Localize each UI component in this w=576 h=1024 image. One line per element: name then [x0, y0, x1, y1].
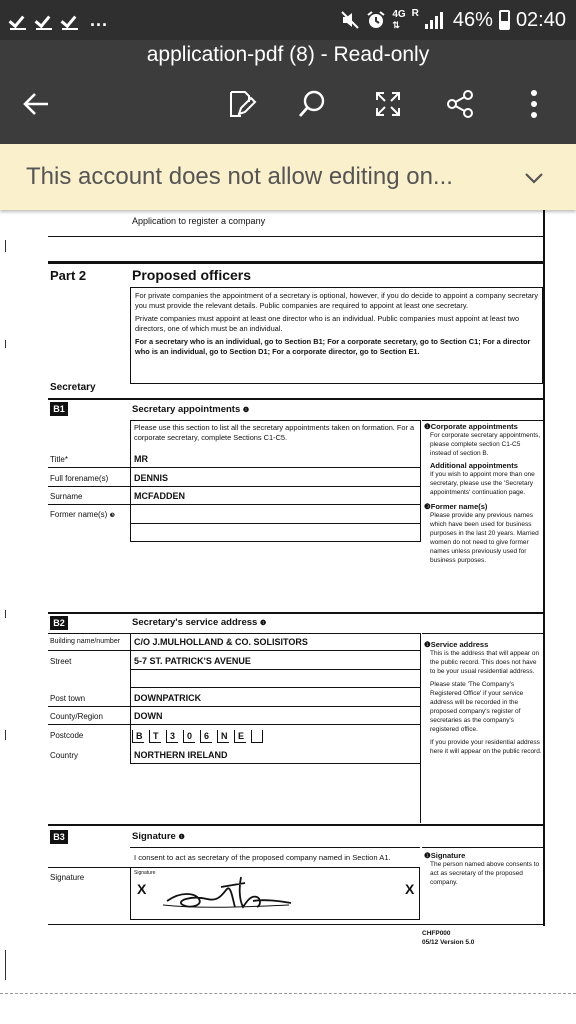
- banner-message: This account does not allow editing on...: [26, 163, 453, 190]
- section-badge: B2: [50, 616, 68, 630]
- back-arrow-icon: [20, 88, 52, 120]
- field-line: [48, 724, 420, 725]
- intro-paragraph: For private companies the appointment of a secretary is optional, however, if you do decide to appoint a company secretary you must provide the relevant details. Public companies are required to appoint at least one secretary.: [135, 291, 539, 310]
- divider: [422, 847, 543, 848]
- field-value-surname[interactable]: MCFADDEN: [134, 491, 185, 501]
- info-marker-icon: ❶: [424, 422, 431, 431]
- page-bottom-line: [48, 924, 543, 925]
- info-marker-icon: ❶: [424, 851, 431, 860]
- info-title: [424, 502, 542, 511]
- info-marker-icon: ❸: [109, 513, 115, 519]
- secretary-heading: Secretary: [50, 382, 96, 393]
- divider: [48, 633, 420, 634]
- field-value-country[interactable]: NORTHERN IRELAND: [134, 750, 228, 760]
- section-title: [132, 404, 249, 415]
- info-marker-icon: ❶: [242, 407, 250, 414]
- field-edge: [420, 633, 421, 823]
- field-value-title[interactable]: MR: [134, 454, 148, 464]
- field-value-street[interactable]: 5-7 ST. PATRICK'S AVENUE: [134, 656, 251, 666]
- postcode-char: B: [132, 730, 144, 743]
- field-value-county[interactable]: DOWN: [134, 711, 163, 721]
- postcode-char: N: [217, 730, 229, 743]
- form-header-text: Application to register a company: [132, 216, 266, 226]
- divider: [130, 847, 420, 848]
- info-body: This is the address that will appear on the public record. This does not have to be your usual residential address.: [430, 650, 540, 675]
- roaming-label: R: [411, 8, 419, 19]
- field-edge: [130, 633, 131, 764]
- alarm-icon: [366, 10, 386, 30]
- section-title: [132, 831, 185, 842]
- info-title: [424, 851, 542, 860]
- info-marker-icon: ❶: [178, 834, 185, 841]
- signature-label: Signature: [50, 873, 85, 882]
- page-edge: [0, 993, 576, 994]
- divider: [422, 633, 543, 634]
- info-body: Please provide any previous names which have been used for business purposes in the last 20 years. Married women do not need to give former names unless previously used for business purposes.: [430, 512, 539, 564]
- b1-instructions: Please use this section to list all the secretary appointments taken on formation. For a corporate secretary, complete Sections C1-C5.: [134, 423, 415, 442]
- info-marker-icon: ❸: [424, 502, 431, 511]
- scan-mark: [5, 950, 6, 980]
- signature-box-label: Signature: [134, 870, 156, 876]
- more-vert-icon: [528, 89, 540, 119]
- status-bar: [0, 0, 576, 40]
- share-button[interactable]: [442, 86, 478, 122]
- check-icon: [36, 12, 52, 28]
- field-line: [48, 467, 420, 468]
- handwritten-signature: [161, 871, 301, 917]
- app-bar: [0, 40, 576, 144]
- info-title: Additional appointments: [430, 461, 518, 470]
- field-label-former-text: Former name(s): [50, 510, 108, 519]
- info-marker-icon: ❶: [424, 640, 431, 649]
- divider: [130, 420, 420, 421]
- signature-mark-right: X: [405, 881, 415, 897]
- field-line: [130, 669, 420, 670]
- network-type: 4G: [392, 8, 406, 20]
- scan-mark: [5, 340, 6, 348]
- battery-icon: [499, 10, 510, 30]
- b1-info-panel: [424, 422, 542, 565]
- signature-mark-left: X: [137, 881, 147, 897]
- battery-percent: 46%: [452, 8, 493, 31]
- postcode-char: T: [149, 730, 161, 743]
- field-label-title: Title*: [50, 455, 68, 464]
- form-code: CHFP000: [422, 930, 451, 937]
- field-label-postcode: Postcode: [50, 731, 84, 740]
- info-title-text: Corporate appointments: [430, 422, 518, 431]
- field-line: [130, 541, 420, 542]
- section-title-text: Secretary appointments: [132, 404, 241, 415]
- clock: 02:40: [515, 8, 566, 31]
- field-label-town: Post town: [50, 694, 86, 703]
- chevron-down-icon[interactable]: [522, 166, 546, 190]
- scan-mark: [5, 730, 6, 740]
- field-label-building: Building name/number: [50, 638, 121, 645]
- b2-info-panel: [424, 640, 542, 756]
- search-icon: [296, 88, 328, 120]
- info-title: [424, 422, 542, 431]
- divider: [422, 420, 543, 421]
- share-icon: [444, 88, 476, 120]
- field-value-building[interactable]: C/O J.MULHOLLAND & CO. SOLISITORS: [134, 637, 308, 647]
- section-divider: [48, 612, 543, 614]
- postcode-char: [251, 730, 263, 743]
- info-title-text: Signature: [430, 851, 466, 860]
- mute-icon: [340, 10, 360, 30]
- part-divider: [48, 261, 543, 264]
- more-notifications-indicator: ...: [90, 9, 109, 30]
- field-label-forenames: Full forename(s): [50, 474, 109, 483]
- page-border-right: [543, 210, 545, 926]
- field-line: [130, 763, 420, 764]
- field-line: [48, 486, 420, 487]
- signal-icon: [425, 11, 447, 29]
- intro-paragraph: Private companies must appoint at least one director who is an individual. Public companies must appoint at least two directors, one of which must be an individual.: [135, 314, 520, 333]
- document-title: application-pdf (8) - Read-only: [146, 43, 430, 66]
- consent-text: I consent to act as secretary of the proposed company named in Section A1.: [134, 853, 391, 862]
- field-label-former: [50, 510, 115, 519]
- search-button[interactable]: [294, 86, 330, 122]
- scan-mark: [5, 240, 6, 252]
- intro-box: [130, 287, 543, 384]
- field-label-country: Country: [50, 751, 79, 760]
- divider: [48, 236, 543, 237]
- check-icon: [10, 12, 26, 28]
- part-label: Part 2: [50, 268, 87, 283]
- info-title: [424, 640, 542, 649]
- section-divider: [48, 824, 543, 826]
- info-body: If you provide your residential address here it will appear on the public record.: [430, 739, 542, 755]
- info-title-text: Service address: [430, 640, 489, 649]
- section-badge: B3: [50, 830, 68, 844]
- section-badge: B1: [50, 402, 68, 416]
- section-title: [132, 617, 266, 628]
- postcode-char: E: [234, 730, 246, 743]
- info-marker-icon: ❶: [259, 620, 267, 627]
- field-value-town[interactable]: DOWNPATRICK: [134, 693, 202, 703]
- field-label-surname: Surname: [50, 492, 83, 501]
- notification-icons: [10, 8, 108, 32]
- check-icon: [62, 12, 78, 28]
- network-type-label: [392, 10, 405, 31]
- info-body: The person named above consents to act as secretary of the proposed company.: [430, 861, 540, 886]
- field-line: [48, 650, 420, 651]
- field-label-county: County/Region: [50, 712, 103, 721]
- form-version: 05/12 Version 5.0: [422, 939, 475, 946]
- info-body: For corporate secretary appointments, please complete section C1-C5 instead of section B.: [430, 432, 541, 457]
- pdf-page[interactable]: [0, 210, 576, 1024]
- info-title-text: Former name(s): [430, 502, 488, 511]
- section-title-text: Secretary's service address: [132, 617, 258, 628]
- field-line: [48, 504, 420, 505]
- section-divider: [48, 398, 543, 400]
- read-only-banner[interactable]: [0, 144, 576, 210]
- field-edge: [420, 420, 421, 542]
- field-line: [130, 687, 420, 688]
- overflow-menu-button[interactable]: [516, 86, 552, 122]
- postcode-char: 6: [200, 730, 212, 743]
- signature-box[interactable]: [130, 867, 420, 920]
- scan-mark: [5, 610, 6, 618]
- field-label-street: Street: [50, 657, 72, 666]
- intro-routing: For a secretary who is an individual, go to Section B1; For a corporate secretary, go to Section C1; For a director who is an individual, go to Section D1; For a corporate director, go to Section E1.: [135, 337, 531, 356]
- field-line: [48, 706, 420, 707]
- field-edge: [130, 420, 131, 542]
- field-value-forenames[interactable]: DENNIS: [134, 473, 169, 483]
- fullscreen-button[interactable]: [370, 86, 406, 122]
- section-title-text: Signature: [132, 831, 176, 842]
- part-title: Proposed officers: [132, 267, 252, 283]
- back-button[interactable]: [18, 86, 54, 122]
- postcode-char: 3: [166, 730, 178, 743]
- b3-info-panel: [424, 851, 542, 887]
- info-body: Please state 'The Company's Registered Office' if your service address will be recorded in the proposed company's register of secretaries as the company's registered office.: [430, 681, 524, 733]
- postcode-char: 0: [183, 730, 195, 743]
- edit-pen-icon: [225, 88, 257, 120]
- system-status: [340, 6, 566, 34]
- info-body: If you wish to appoint more than one secretary, please use the 'Secretary appointments' continuation page.: [430, 471, 535, 496]
- field-line: [130, 523, 420, 524]
- fullscreen-icon: [373, 89, 403, 119]
- edit-button[interactable]: [223, 86, 259, 122]
- data-arrows: ⇅: [392, 19, 400, 30]
